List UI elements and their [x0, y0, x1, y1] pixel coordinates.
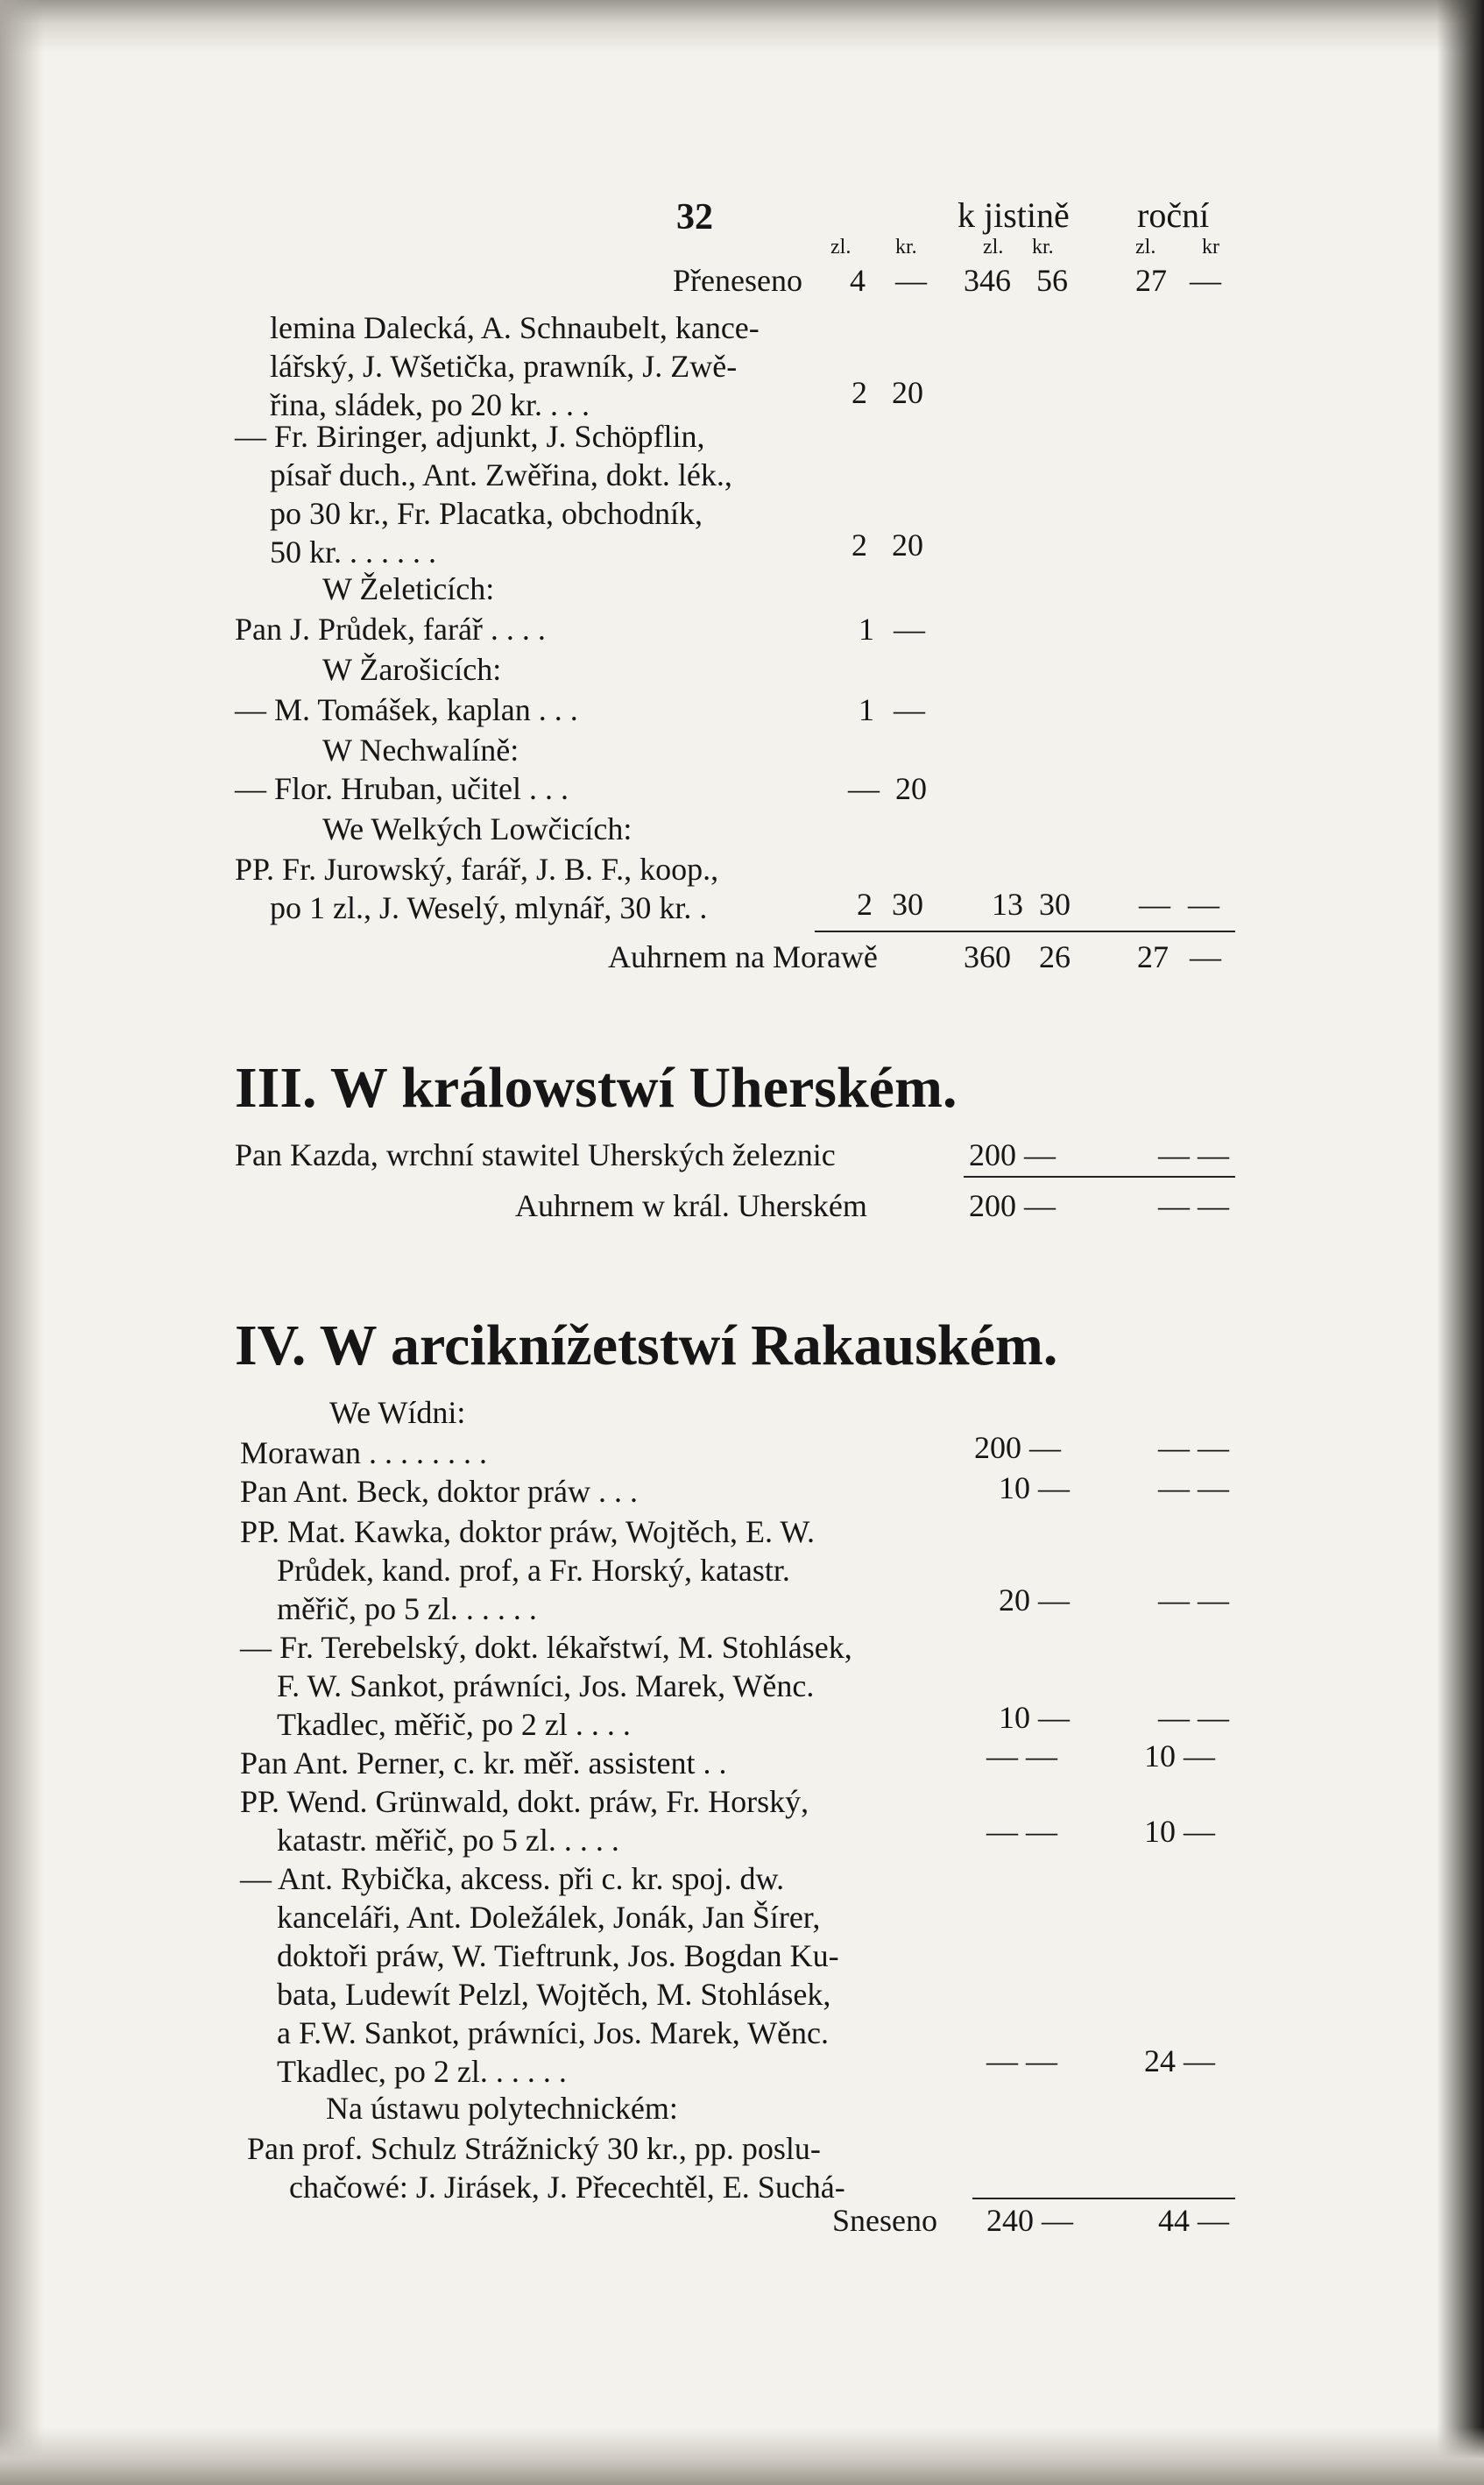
amount-zl: 2	[852, 375, 867, 410]
jistine-kr: 56	[1036, 263, 1068, 298]
section-heading: IV. W arciknížetstwí Rakauském.	[235, 1313, 1058, 1377]
entry-line: kanceláři, Ant. Doležálek, Jonák, Jan Šírer,	[277, 1900, 821, 1935]
rocni-zl: 27	[1137, 939, 1169, 974]
rocni-amount: 24 —	[1144, 2043, 1215, 2078]
total-label: Auhrnem w král. Uherském	[515, 1188, 867, 1223]
rocni-amount: — —	[1158, 1470, 1229, 1505]
sum-rule	[964, 1176, 1235, 1178]
entry-line: 50 kr. . . . . . .	[270, 535, 437, 570]
page-number: 32	[676, 197, 713, 237]
jistine-amount: 200 —	[969, 1137, 1056, 1172]
rocni-zl: —	[1139, 887, 1170, 922]
entry-line: Pan Ant. Perner, c. kr. měř. assistent . .	[240, 1745, 727, 1781]
amount-kr: —	[894, 692, 925, 727]
entry-line: po 1 zl., J. Weselý, mlynář, 30 kr. .	[270, 890, 708, 925]
amount-kr: —	[894, 612, 925, 647]
entry-line: Pan prof. Schulz Strážnický 30 kr., pp. poslu-	[247, 2131, 821, 2166]
unit-zl: zl.	[983, 236, 1004, 258]
column-header-jistine: k jistině	[958, 195, 1070, 235]
rocni-amount: — —	[1158, 1582, 1229, 1618]
unit-kr: kr	[1202, 236, 1219, 258]
unit-kr: kr.	[1032, 236, 1054, 258]
entry-line: řina, sládek, po 20 kr. . . .	[270, 387, 590, 422]
amount-kr: 20	[895, 771, 927, 806]
jistine-zl: 346	[964, 263, 1011, 298]
entry-line: Tkadlec, po 2 zl. . . . . .	[277, 2054, 567, 2089]
entry-line: PP. Fr. Jurowský, farář, J. B. F., koop.,	[235, 852, 719, 887]
entry-line: — Flor. Hruban, učitel . . .	[235, 771, 569, 806]
place-heading: W Nechwalíně:	[322, 733, 519, 768]
amount-zl: 1	[859, 692, 874, 727]
entry-line: — Ant. Rybička, akcess. při c. kr. spoj. dw.	[240, 1861, 785, 1896]
total-label: Sneseno	[832, 2203, 937, 2238]
unit-zl: zl.	[1135, 236, 1156, 258]
entry-line: Pan Ant. Beck, doktor práw . . .	[240, 1474, 638, 1509]
jistine-kr: 30	[1039, 887, 1071, 922]
rocni-amount: 44 —	[1158, 2203, 1229, 2238]
entry-line: Morawan . . . . . . . .	[240, 1435, 487, 1470]
entry-line: — Fr. Biringer, adjunkt, J. Schöpflin,	[235, 419, 705, 454]
jistine-zl: 360	[964, 939, 1011, 974]
entry-line: doktoři práw, W. Tieftrunk, Jos. Bogdan Ku-	[277, 1938, 839, 1973]
entry-line: chačowé: J. Jirásek, J. Přecechtěl, E. Suchá-	[289, 2170, 845, 2205]
entry-line: měřič, po 5 zl. . . . . .	[277, 1591, 537, 1626]
column-header-rocni: roční	[1137, 195, 1210, 235]
amount-zl: 2	[857, 887, 873, 922]
total-label: Auhrnem na Morawě	[608, 939, 878, 974]
place-heading: W Želeticích:	[322, 571, 495, 606]
amount-zl: 4	[850, 263, 866, 298]
amount-zl: 2	[852, 527, 867, 563]
entry-line: bata, Ludewít Pelzl, Wojtěch, M. Stohlásek,	[277, 1977, 831, 2012]
jistine-amount: 20 —	[999, 1582, 1070, 1618]
entry-line: lářský, J. Wšetička, prawník, J. Zwě-	[270, 349, 738, 384]
rocni-zl: 27	[1135, 263, 1167, 298]
entry-line: lemina Dalecká, A. Schnaubelt, kance-	[270, 310, 760, 345]
rocni-kr: —	[1190, 939, 1221, 974]
unit-zl: zl.	[830, 236, 852, 258]
entry-line: Pan Kazda, wrchní stawitel Uherských železnic	[235, 1137, 836, 1172]
amount-kr: —	[895, 263, 927, 298]
rocni-kr: —	[1190, 263, 1221, 298]
amount-kr: 20	[892, 527, 923, 563]
carried-label: Přeneseno	[673, 263, 802, 298]
entry-line: F. W. Sankot, práwníci, Jos. Marek, Wěnc.	[277, 1668, 815, 1703]
rocni-amount: — —	[1158, 1430, 1229, 1465]
jistine-amount: — —	[986, 1814, 1057, 1849]
jistine-amount: — —	[986, 1738, 1057, 1773]
rocni-amount: 10 —	[1144, 1738, 1215, 1773]
entry-line: PP. Mat. Kawka, doktor práw, Wojtěch, E. W.	[240, 1514, 816, 1549]
entry-line: a F.W. Sankot, práwníci, Jos. Marek, Wěnc.	[277, 2015, 829, 2050]
jistine-zl: 13	[992, 887, 1023, 922]
rocni-amount: 10 —	[1144, 1814, 1215, 1849]
entry-line: Pan J. Průdek, farář . . . .	[235, 612, 546, 647]
entry-line: — M. Tomášek, kaplan . . .	[235, 692, 578, 727]
sum-rule	[815, 931, 1235, 932]
amount-zl: 1	[859, 612, 874, 647]
place-heading: Na ústawu polytechnickém:	[326, 2091, 678, 2126]
entry-line: katastr. měřič, po 5 zl. . . . .	[277, 1823, 619, 1858]
jistine-amount: — —	[986, 2043, 1057, 2078]
entry-line: písař duch., Ant. Zwěřina, dokt. lék.,	[270, 457, 732, 492]
rocni-amount: — —	[1158, 1188, 1229, 1223]
jistine-amount: 200 —	[969, 1188, 1056, 1223]
rocni-amount: — —	[1158, 1137, 1229, 1172]
jistine-amount: 10 —	[999, 1470, 1070, 1505]
unit-kr: kr.	[895, 236, 917, 258]
place-heading: We Wídni:	[329, 1395, 466, 1430]
entry-line: — Fr. Terebelský, dokt. lékařstwí, M. Stohlásek,	[240, 1630, 852, 1665]
place-heading: W Žarošicích:	[322, 652, 502, 687]
rocni-kr: —	[1188, 887, 1219, 922]
section-heading: III. W králowstwí Uherském.	[235, 1056, 958, 1120]
place-heading: We Welkých Lowčicích:	[322, 811, 632, 846]
amount-kr: 30	[892, 887, 923, 922]
entry-line: po 30 kr., Fr. Placatka, obchodník,	[270, 496, 703, 531]
entry-line: Tkadlec, měřič, po 2 zl . . . .	[277, 1707, 631, 1742]
entry-line: PP. Wend. Grünwald, dokt. práw, Fr. Horský,	[240, 1784, 809, 1819]
amount-kr: 20	[892, 375, 923, 410]
amount-zl: —	[848, 771, 880, 806]
jistine-kr: 26	[1039, 939, 1071, 974]
entry-line: Průdek, kand. prof, a Fr. Horský, katastr.	[277, 1553, 790, 1588]
jistine-amount: 10 —	[999, 1700, 1070, 1735]
jistine-amount: 200 —	[974, 1430, 1061, 1465]
jistine-amount: 240 —	[986, 2203, 1073, 2238]
rocni-amount: — —	[1158, 1700, 1229, 1735]
sum-rule	[972, 2198, 1235, 2199]
